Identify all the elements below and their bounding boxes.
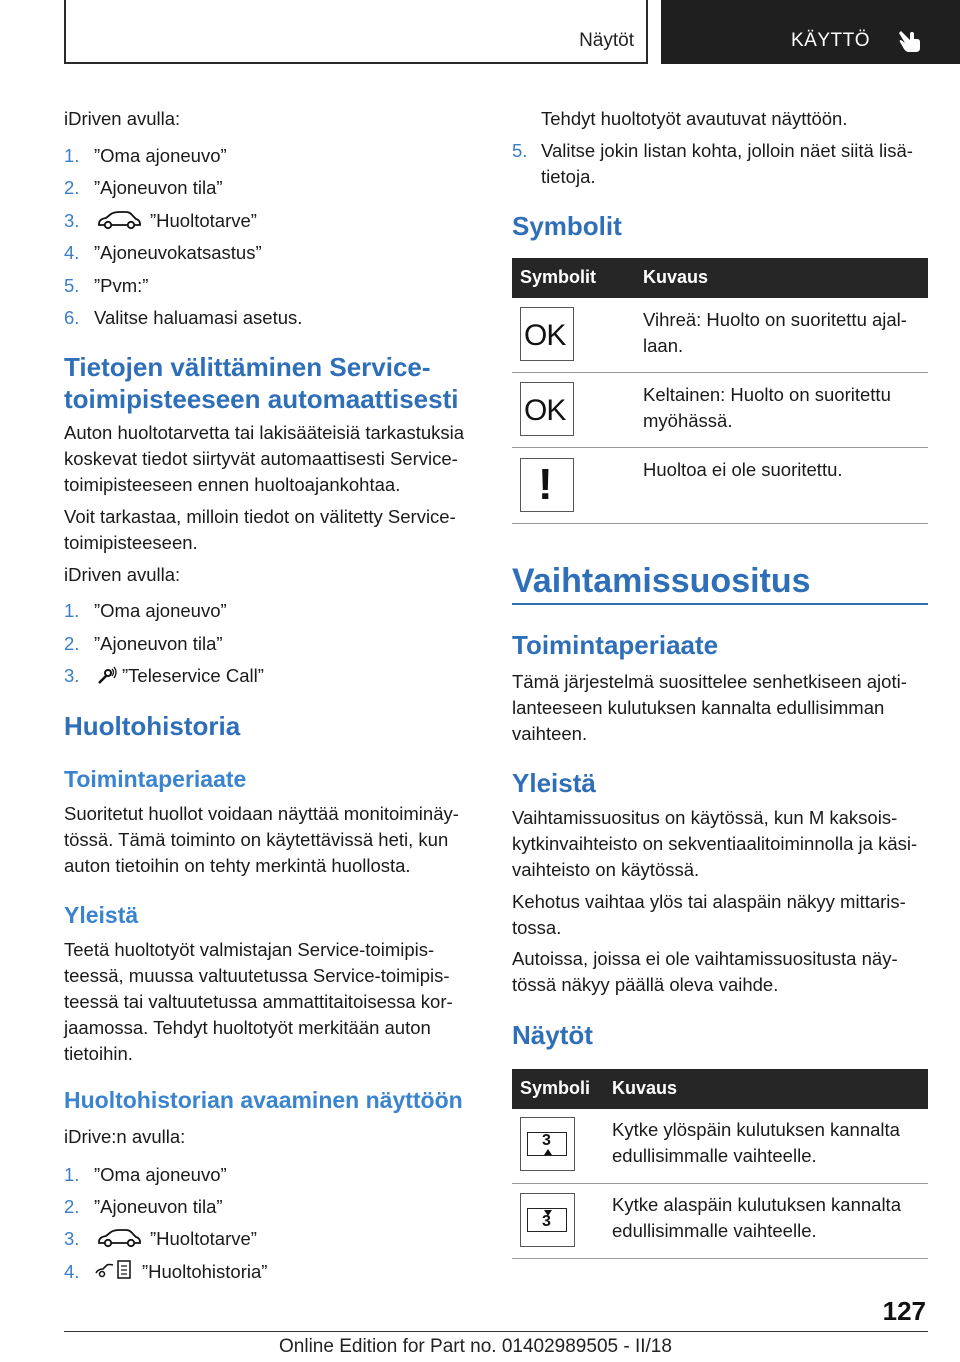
- heading-open-history: Huoltohistorian avaaminen näyttöön: [64, 1087, 463, 1113]
- table-divider: [512, 1258, 928, 1259]
- list-item: ”Ajoneuvon tila”: [94, 1196, 223, 1217]
- paragraph-line: teessä, muussa valtuutetussa Service-toimipis-: [64, 965, 450, 986]
- list-item: ”Oma ajoneuvo”: [94, 1164, 227, 1185]
- paragraph-line: teessä tai valtuutetussa ammattitaitoisessa kor-: [64, 991, 453, 1012]
- list-item: ”Oma ajoneuvo”: [94, 145, 227, 166]
- list-item: ”Huoltohistoria”: [142, 1261, 268, 1282]
- table-cell: edullisimmalle vaihteelle.: [612, 1145, 817, 1166]
- heading-general: Yleistä: [64, 902, 139, 928]
- heading-displays: Näytöt: [512, 1020, 593, 1050]
- heading-transfer-line2: toimipisteeseen automaattisesti: [64, 384, 459, 414]
- header-section-box: [64, 0, 648, 64]
- column-header: Kuvaus: [612, 1078, 678, 1098]
- wrench-signal-icon: [96, 664, 118, 686]
- list-item: tietoja.: [541, 166, 596, 187]
- list-number: 3.: [64, 210, 80, 231]
- list-number: 4.: [64, 242, 80, 263]
- list-number: 2.: [64, 177, 80, 198]
- car-service-icon: [96, 209, 142, 231]
- table-cell: myöhässä.: [643, 410, 733, 431]
- list-item: ”Pvm:”: [94, 275, 149, 296]
- header-chapter-title: KÄYTTÖ: [791, 30, 871, 51]
- paragraph-line: Kehotus vaihtaa ylös tai alaspäin näkyy mittaris-: [512, 891, 906, 912]
- table-cell: Kytke alaspäin kulutuksen kannalta: [612, 1194, 901, 1215]
- paragraph-line: Suoritetut huollot voidaan näyttää monitoiminäy-: [64, 803, 459, 824]
- column-header: Symboli: [520, 1078, 591, 1098]
- page-number: 127: [882, 1296, 926, 1326]
- footer-rule: [64, 1331, 928, 1332]
- exclamation-warning-symbol: !: [520, 458, 574, 512]
- heading-rule: [512, 603, 928, 605]
- column-header: Kuvaus: [643, 267, 709, 287]
- paragraph-line: Auton huoltotarvetta tai lakisääteisiä tarkastuksia: [64, 422, 465, 443]
- heading-principle: Toimintaperiaate: [512, 630, 719, 660]
- intro-text: iDriven avulla:: [64, 108, 181, 129]
- paragraph-line: lanteeseen kulutuksen kannalta edullisimman: [512, 697, 885, 718]
- table-cell: Kytke ylöspäin kulutuksen kannalta: [612, 1119, 900, 1140]
- list-item: Valitse haluamasi asetus.: [94, 307, 303, 328]
- service-history-icon: [94, 1259, 134, 1281]
- paragraph-line: Tämä järjestelmä suosittelee senhetkiseen ajoti-: [512, 671, 907, 692]
- list-item: ”Huoltotarve”: [150, 210, 257, 231]
- displays-table-header: [512, 1069, 928, 1109]
- paragraph-line: Vaihtamissuositus on käytössä, kun M kaksois-: [512, 807, 898, 828]
- paragraph-line: tossa.: [512, 917, 562, 938]
- heading-general: Yleistä: [512, 768, 596, 798]
- list-item: Valitse jokin listan kohta, jolloin näet siitä lisä-: [541, 140, 913, 161]
- paragraph-line: Tehdyt huoltotyöt avautuvat näyttöön.: [541, 108, 848, 129]
- list-number: 2.: [64, 1196, 80, 1217]
- paragraph-line: Autoissa, joissa ei ole vaihtamissuositusta näy-: [512, 948, 898, 969]
- header-section-title: Näytöt: [579, 30, 634, 51]
- paragraph-line: vaihteisto on käytössä.: [512, 859, 700, 880]
- header-chapter-box: [661, 0, 960, 64]
- table-divider: [512, 447, 928, 448]
- heading-symbols: Symbolit: [512, 211, 622, 241]
- paragraph-line: toimipisteeseen.: [64, 532, 198, 553]
- paragraph-line: koskevat tiedot siirtyvät automaattisesti Service-: [64, 448, 458, 469]
- shift-down-symbol: 3: [520, 1193, 575, 1247]
- list-number: 5.: [512, 140, 528, 161]
- paragraph-line: jaamossa. Tehdyt huoltotyöt merkitään auton: [64, 1017, 431, 1038]
- heading-shift-recommendation: Vaihtamissuositus: [512, 562, 811, 600]
- intro-text: iDriven avulla:: [64, 564, 181, 585]
- paragraph-line: tössä näkyy päällä oleva vaihde.: [512, 974, 779, 995]
- shift-up-symbol: 3: [520, 1117, 575, 1171]
- footer-edition: Online Edition for Part no. 01402989505 - II/18: [279, 1336, 672, 1357]
- heading-history: Huoltohistoria: [64, 711, 241, 741]
- table-divider: [512, 372, 928, 373]
- list-item: ”Oma ajoneuvo”: [94, 600, 227, 621]
- list-number: 3.: [64, 1228, 80, 1249]
- list-item: ”Huoltotarve”: [150, 1228, 257, 1249]
- list-number: 1.: [64, 600, 80, 621]
- symbols-table-header: [512, 258, 928, 298]
- table-cell: Keltainen: Huolto on suoritettu: [643, 384, 891, 405]
- paragraph-line: vaihteen.: [512, 723, 588, 744]
- table-divider: [512, 1183, 928, 1184]
- list-number: 4.: [64, 1261, 80, 1282]
- list-number: 6.: [64, 307, 80, 328]
- table-cell: edullisimmalle vaihteelle.: [612, 1220, 817, 1241]
- paragraph-line: Teetä huoltotyöt valmistajan Service-toimipis-: [64, 939, 435, 960]
- paragraph-line: Voit tarkastaa, milloin tiedot on välitetty Service-: [64, 506, 456, 527]
- list-item: ”Teleservice Call”: [122, 665, 264, 686]
- list-item: ”Ajoneuvokatsastus”: [94, 242, 262, 263]
- table-cell: Vihreä: Huolto on suoritettu ajal-: [643, 309, 907, 330]
- paragraph-line: tietoihin.: [64, 1043, 133, 1064]
- list-item: ”Ajoneuvon tila”: [94, 177, 223, 198]
- ok-green-symbol: OK: [520, 307, 574, 361]
- paragraph-line: auton tietoihin on tehty merkintä huollosta.: [64, 855, 411, 876]
- table-divider: [512, 523, 928, 524]
- list-number: 1.: [64, 145, 80, 166]
- heading-principle: Toimintaperiaate: [64, 766, 247, 792]
- list-number: 2.: [64, 633, 80, 654]
- ok-yellow-symbol: OK: [520, 382, 574, 436]
- paragraph-line: kytkinvaihteisto on sekventiaalitoiminnolla ja käsi-: [512, 833, 918, 854]
- paragraph-line: tössä. Tämä toiminto on käytettävissä heti, kun: [64, 829, 449, 850]
- intro-text: iDrive:n avulla:: [64, 1126, 186, 1147]
- heading-transfer-line1: Tietojen välittäminen Service-: [64, 352, 431, 382]
- table-cell: Huoltoa ei ole suoritettu.: [643, 459, 843, 480]
- car-service-icon: [96, 1227, 142, 1249]
- list-number: 3.: [64, 665, 80, 686]
- list-number: 1.: [64, 1164, 80, 1185]
- column-header: Symbolit: [520, 267, 597, 287]
- paragraph-line: toimipisteeseen ennen huoltoajankohtaa.: [64, 474, 401, 495]
- list-item: ”Ajoneuvon tila”: [94, 633, 223, 654]
- list-number: 5.: [64, 275, 80, 296]
- table-cell: laan.: [643, 335, 684, 356]
- pointing-hand-icon: [897, 28, 923, 54]
